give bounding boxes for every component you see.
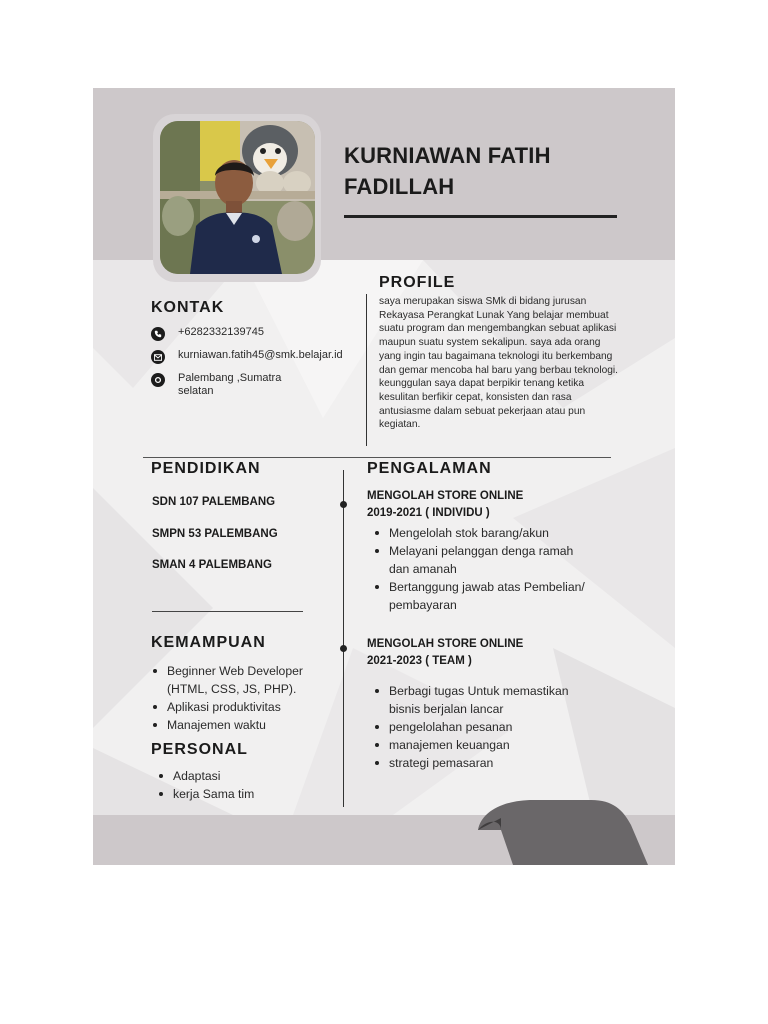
education-heading: PENDIDIKAN xyxy=(151,460,261,477)
phone-icon xyxy=(151,327,165,341)
job-points xyxy=(373,682,569,772)
school-item: SDN 107 PALEMBANG xyxy=(152,496,276,508)
name-line-2: FADILLAH xyxy=(344,174,455,199)
skill-item-continuation: (HTML, CSS, JS, PHP). xyxy=(167,682,297,696)
job-point-continuation: pembayaran xyxy=(389,598,457,612)
contact-email: kurniawan.fatih45@smk.belajar.id xyxy=(178,349,343,361)
contact-phone-row xyxy=(151,326,264,341)
job-point: Berbagi tugas Untuk memastikan xyxy=(373,682,569,700)
job-points xyxy=(373,524,585,614)
resume-page xyxy=(93,88,675,865)
contact-address-row xyxy=(151,372,281,398)
job-point: manajemen keuangan xyxy=(373,736,569,754)
job-title xyxy=(367,488,523,522)
job-point: strategi pemasaran xyxy=(373,754,569,772)
location-pin-icon xyxy=(151,373,165,387)
contact-heading: KONTAK xyxy=(151,299,225,316)
personal-item: Adaptasi xyxy=(157,767,254,785)
job-point: Mengelolah stok barang/akun xyxy=(373,524,585,542)
person-name xyxy=(344,140,624,202)
profile-text: saya merupakan siswa SMk di bidang jurusan Rekayasa Perangkat Lunak Yang belajar membuat suatu program dan mengembangkan sebuat aplikasi maupun suatu system sekalipun. saya ada orang yang ingin tau bagaimana teknologi itu berkembang dan gemar mencoba hal baru yang berbau teknologi. keunggulan saya dapat berpikir tenang ketika kesulitan berfikir cepat, konsisten dan rasa antusiasme dalam sebuat pekerjaan atau pun kegiatan. xyxy=(379,296,619,431)
education-divider xyxy=(152,611,303,612)
personal-heading: PERSONAL xyxy=(151,741,248,758)
contact-address-line-1: Palembang ,Sumatra xyxy=(178,372,282,384)
job-point: Bertanggung jawab atas Pembelian/ xyxy=(373,578,585,596)
personal-list xyxy=(157,767,254,803)
skills-list xyxy=(151,662,303,734)
job-title-text: MENGOLAH STORE ONLINE xyxy=(367,638,524,650)
experience-heading: PENGALAMAN xyxy=(367,460,492,477)
name-line-1: KURNIAWAN FATIH xyxy=(344,143,551,168)
personal-item: kerja Sama tim xyxy=(157,785,254,803)
contact-address-line-2: selatan xyxy=(178,385,214,397)
job-point: Melayani pelanggan denga ramah xyxy=(373,542,585,560)
job-period: 2021-2023 ( TEAM ) xyxy=(367,655,472,667)
email-icon xyxy=(151,350,165,364)
job-point: pengelolahan pesanan xyxy=(373,718,569,736)
profile-divider xyxy=(366,294,367,446)
timeline-line xyxy=(343,470,344,807)
ribbon-decoration xyxy=(473,800,673,865)
job-title-text: MENGOLAH STORE ONLINE xyxy=(367,490,524,502)
profile-heading: PROFILE xyxy=(379,274,456,291)
job-point-continuation: bisnis berjalan lancar xyxy=(389,702,504,716)
section-divider xyxy=(143,457,611,458)
contact-email-row xyxy=(151,349,343,364)
skill-item: Aplikasi produktivitas xyxy=(151,698,303,716)
job-point-continuation: dan amanah xyxy=(389,562,457,576)
school-item: SMPN 53 PALEMBANG xyxy=(152,528,278,540)
skills-heading: KEMAMPUAN xyxy=(151,634,266,651)
profile-photo xyxy=(160,121,315,274)
contact-phone: +6282332139745 xyxy=(178,326,264,338)
timeline-dot xyxy=(340,501,347,508)
skill-item: Beginner Web Developer xyxy=(151,662,303,680)
job-title xyxy=(367,636,523,670)
job-period: 2019-2021 ( INDIVIDU ) xyxy=(367,507,490,519)
timeline-dot xyxy=(340,645,347,652)
skill-item: Manajemen waktu xyxy=(151,716,303,734)
name-underline xyxy=(344,215,617,218)
school-item: SMAN 4 PALEMBANG xyxy=(152,559,272,571)
